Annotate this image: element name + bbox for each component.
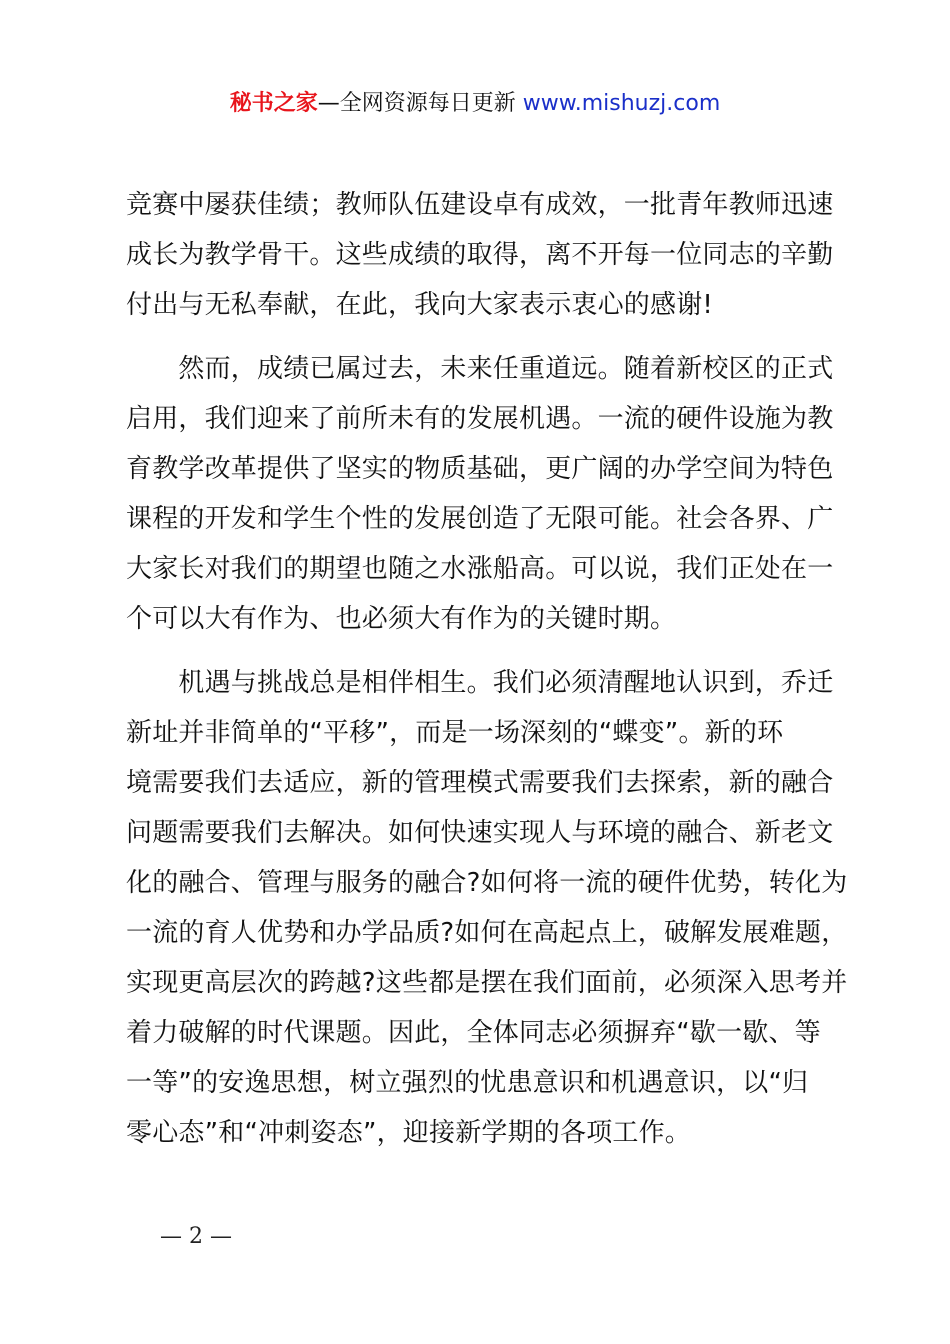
document-body [126, 180, 848, 1158]
text-line: 启用，我们迎来了前所未有的发展机遇。一流的硬件设施为教 [126, 404, 834, 434]
text-line: 实现更高层次的跨越?这些都是摆在我们面前，必须深入思考并 [126, 968, 848, 998]
page-header [0, 88, 950, 120]
text-line: 问题需要我们去解决。如何快速实现人与环境的融合、新老文 [126, 818, 834, 848]
text-line: 新址并非简单的“平移”，而是一场深刻的“蝶变”。新的环 [126, 718, 784, 748]
text-line: 一等”的安逸思想，树立强烈的忧患意识和机遇意识，以“归 [126, 1068, 809, 1098]
header-tagline: —全网资源每日更新 [317, 91, 516, 116]
text-line: 课程的开发和学生个性的发展创造了无限可能。社会各界、广 [126, 504, 834, 534]
text-line: 付出与无私奉献，在此，我向大家表示衷心的感谢! [126, 290, 714, 320]
text-line: 然而，成绩已属过去，未来任重道远。随着新校区的正式 [126, 354, 834, 384]
paragraph [126, 658, 848, 1158]
text-line: 竞赛中屡获佳绩；教师队伍建设卓有成效，一批青年教师迅速 [126, 190, 834, 220]
text-line: 化的融合、管理与服务的融合?如何将一流的硬件优势，转化为 [126, 868, 848, 898]
text-line: 一流的育人优势和办学品质?如何在高起点上，破解发展难题， [126, 918, 848, 948]
brand-name: 秘书之家 [229, 91, 318, 116]
paragraph [126, 180, 836, 330]
site-url-link[interactable]: www.mishuzj.com [522, 91, 721, 116]
text-line: 着力破解的时代课题。因此，全体同志必须摒弃“歇一歇、等 [126, 1018, 821, 1048]
text-line: 育教学改革提供了坚实的物质基础，更广阔的办学空间为特色 [126, 454, 834, 484]
text-line: 零心态”和“冲刺姿态”，迎接新学期的各项工作。 [126, 1118, 692, 1148]
text-line: 成长为教学骨干。这些成绩的取得，离不开每一位同志的辛勤 [126, 240, 834, 270]
page-number: — 2 — [160, 1224, 232, 1249]
paragraph-gap [126, 644, 836, 658]
paragraph [126, 344, 836, 644]
text-line: 境需要我们去适应，新的管理模式需要我们去探索，新的融合 [126, 768, 834, 798]
text-line: 机遇与挑战总是相伴相生。我们必须清醒地认识到，乔迁 [126, 668, 834, 698]
paragraph-gap [126, 330, 836, 344]
text-line: 个可以大有作为、也必须大有作为的关键时期。 [126, 604, 677, 634]
text-line: 大家长对我们的期望也随之水涨船高。可以说，我们正处在一 [126, 554, 834, 584]
